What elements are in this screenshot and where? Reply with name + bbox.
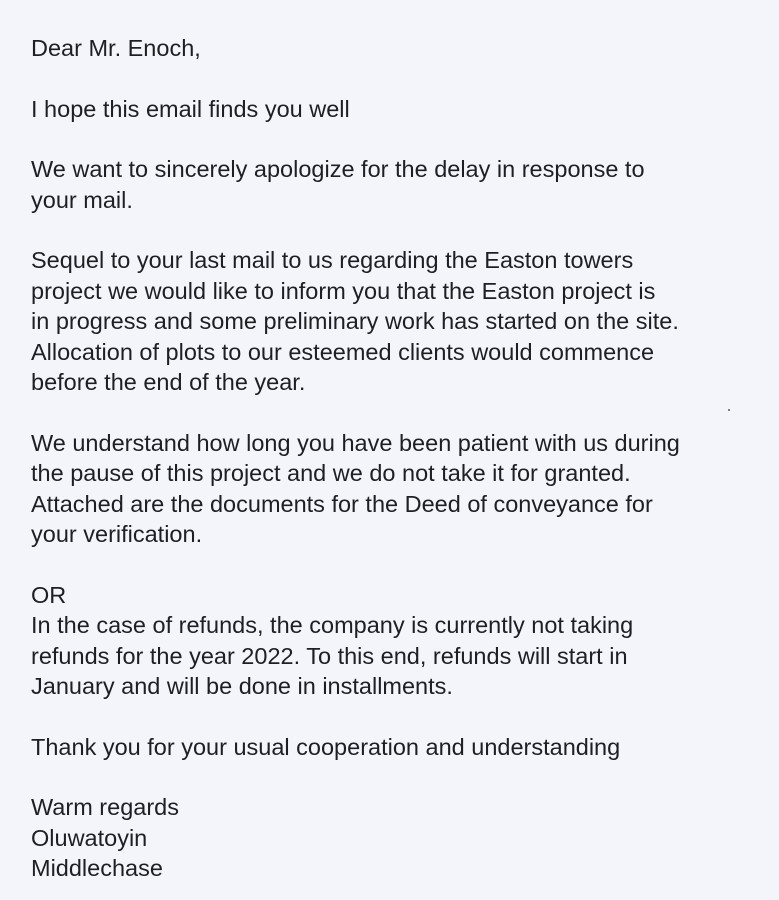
appreciation-line-2: the pause of this project and we do not take it for granted. xyxy=(31,460,631,486)
appreciation-line-1: We understand how long you have been patient with us during xyxy=(31,429,680,456)
refund-line-3: January and will be done in installments. xyxy=(31,673,453,699)
opening-text: I hope this email finds you well xyxy=(31,95,350,122)
greeting-text: Dear Mr. Enoch, xyxy=(31,35,201,61)
apology-paragraph xyxy=(31,154,759,215)
appreciation-line-3: Attached are the documents for the Deed of conveyance for xyxy=(31,490,653,517)
stray-dot xyxy=(728,409,730,411)
appreciation-line-4: your verification. xyxy=(31,521,203,547)
update-line-5: before the end of the year. xyxy=(31,369,306,395)
thanks-paragraph xyxy=(31,732,759,763)
appreciation-paragraph xyxy=(31,428,759,550)
alternative-label: OR xyxy=(31,581,67,608)
thanks-text: Thank you for your usual cooperation and understanding xyxy=(31,733,621,760)
update-line-4: Allocation of plots to our esteemed clients would commence xyxy=(31,338,655,365)
apology-line-2: your mail. xyxy=(31,186,133,213)
update-line-1: Sequel to your last mail to us regarding the Easton towers xyxy=(31,247,634,273)
refund-alternative-paragraph xyxy=(31,580,759,702)
opening-paragraph xyxy=(31,94,759,125)
refund-line-1: In the case of refunds, the company is currently not taking xyxy=(31,612,634,638)
greeting xyxy=(31,33,759,64)
sender-company: Middlechase xyxy=(31,855,163,881)
sender-name: Oluwatoyin xyxy=(31,824,148,851)
closing-text: Warm regards xyxy=(31,794,179,820)
project-update-paragraph xyxy=(31,245,759,398)
apology-line-1: We want to sincerely apologize for the delay in response to xyxy=(31,156,645,182)
update-line-2: project we would like to inform you that the Easton project is xyxy=(31,277,656,304)
signature-block xyxy=(31,792,759,884)
refund-line-2: refunds for the year 2022. To this end, refunds will start in xyxy=(31,642,628,669)
update-line-3: in progress and some preliminary work has started on the site. xyxy=(31,308,679,334)
